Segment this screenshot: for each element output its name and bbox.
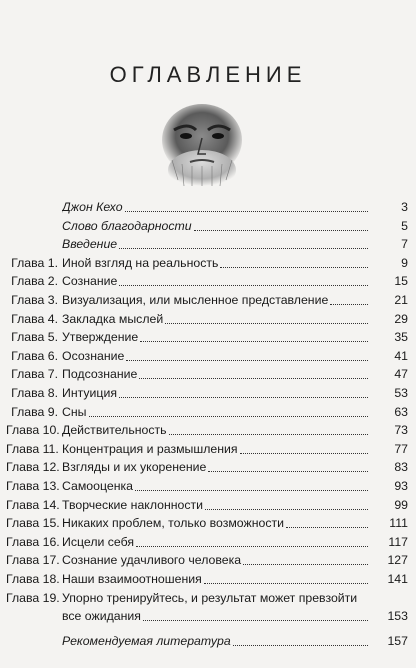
leader-dots [330, 303, 368, 305]
toc-entry-front-1[interactable] [0, 198, 416, 216]
toc-entry-chapter-12[interactable] [0, 458, 416, 476]
entry-title: Джон Кехо [62, 200, 123, 214]
entry-title: Сознание [62, 274, 118, 289]
leader-dots [165, 322, 368, 324]
entry-title: Творческие наклонности [62, 497, 204, 512]
chapter-label: Глава 15. [6, 516, 60, 531]
entry-title: Иной взгляд на реальность [62, 255, 219, 270]
leader-dots [204, 582, 368, 584]
toc-entry-chapter-8[interactable] [0, 384, 416, 402]
chapter-label: Глава 1. [11, 255, 58, 270]
toc-entry-front-3[interactable] [0, 235, 416, 253]
leader-dots [194, 229, 368, 231]
entry-title: Концентрация и размышления [62, 441, 238, 456]
leader-dots [220, 266, 368, 268]
chapter-label: Глава 16. [6, 534, 60, 549]
chapter-label: Глава 11. [6, 441, 59, 456]
leader-dots [119, 247, 368, 249]
toc-entry-chapter-18[interactable] [0, 570, 416, 588]
toc-entry-chapter-14[interactable] [0, 496, 416, 514]
toc-entry-chapter-9[interactable] [0, 403, 416, 421]
entry-title: Взгляды и их укоренение [62, 460, 207, 475]
toc-entry-chapter-6[interactable] [0, 347, 416, 365]
page-number: 77 [394, 441, 408, 456]
page-number: 21 [394, 293, 408, 307]
entry-title: Действительность [62, 423, 167, 438]
leader-dots [140, 340, 368, 342]
page-number: 153 [387, 609, 408, 624]
toc-entry-chapter-2[interactable] [0, 272, 416, 290]
toc-entry-back[interactable] [0, 632, 416, 650]
entry-title-line-2: все ожидания [62, 609, 141, 624]
toc-entry-chapter-3[interactable] [0, 291, 416, 309]
toc-entry-chapter-19-cont[interactable] [0, 607, 416, 625]
chapter-label: Глава 12. [6, 460, 60, 475]
page-number: 35 [394, 330, 408, 345]
leader-dots [286, 526, 368, 528]
page-number: 141 [387, 572, 408, 586]
entry-title: Наши взаимоотношения [62, 572, 202, 586]
toc-entry-chapter-19[interactable] [0, 589, 416, 607]
chapter-label: Глава 3. [11, 293, 58, 307]
entry-title: Осознание [62, 348, 125, 363]
entry-title: Слово благодарности [62, 218, 192, 233]
leader-dots [208, 470, 368, 472]
toc-entry-chapter-11[interactable] [0, 440, 416, 458]
chapter-label: Глава 6. [11, 348, 58, 363]
toc-entry-chapter-17[interactable] [0, 551, 416, 569]
page-number: 93 [394, 479, 408, 493]
chapter-label: Глава 8. [11, 386, 58, 400]
entry-title: Подсознание [62, 367, 138, 382]
toc-entry-chapter-7[interactable] [0, 365, 416, 383]
chapter-label: Глава 18. [6, 572, 60, 586]
entry-title: Рекомендуемая литература [62, 633, 231, 648]
page-title: ОГЛАВЛЕНИЕ [109, 62, 307, 87]
entry-title: Сознание удачливого человека [62, 553, 242, 568]
entry-title: Визуализация, или мысленное представление [62, 293, 329, 307]
page-number: 73 [394, 423, 408, 438]
page-number: 127 [387, 553, 408, 568]
entry-title: Утверждение [62, 330, 139, 345]
chapter-label: Глава 13. [6, 479, 60, 493]
leader-dots [240, 452, 368, 454]
page-number: 3 [401, 200, 408, 214]
leader-dots [136, 545, 368, 547]
entry-title: Исцели себя [62, 534, 135, 549]
leader-dots [169, 433, 368, 435]
entry-title-line-1: Упорно тренируйтесь, и результат может превзойти [62, 590, 358, 605]
page-number: 53 [394, 386, 408, 400]
leader-dots [89, 415, 368, 417]
entry-title: Закладка мыслей [62, 311, 164, 326]
leader-dots [119, 284, 368, 286]
page-number: 15 [394, 274, 408, 289]
page-number: 111 [389, 516, 408, 531]
chapter-label: Глава 14. [6, 497, 60, 512]
toc-entry-chapter-1[interactable] [0, 254, 416, 272]
page-number: 63 [394, 404, 408, 419]
toc-entry-chapter-15[interactable] [0, 514, 416, 532]
chapter-label: Глава 4. [11, 311, 58, 326]
toc-entry-chapter-5[interactable] [0, 328, 416, 346]
entry-title: Сны [62, 404, 87, 419]
chapter-label: Глава 19. [6, 590, 60, 605]
leader-dots [243, 563, 368, 565]
leader-dots [126, 359, 368, 361]
page-number: 47 [394, 367, 408, 382]
entry-title: Никаких проблем, только возможности [62, 516, 284, 531]
leader-dots [143, 619, 368, 621]
page-number: 9 [401, 255, 408, 270]
leader-dots [135, 489, 368, 491]
page-number: 5 [401, 218, 408, 233]
toc-entry-chapter-4[interactable] [0, 310, 416, 328]
toc-entry-chapter-16[interactable] [0, 533, 416, 551]
entry-title: Самооценка [62, 479, 134, 493]
chapter-label: Глава 5. [11, 330, 58, 345]
entry-title: Интуиция [62, 386, 117, 400]
leader-dots [233, 644, 368, 646]
page-number: 29 [394, 311, 408, 326]
toc-entry-chapter-13[interactable] [0, 477, 416, 495]
page-number: 7 [401, 237, 408, 252]
chapter-label: Глава 10. [6, 423, 60, 438]
page-number: 117 [388, 534, 408, 549]
page-number: 83 [394, 460, 408, 475]
page-number: 41 [394, 348, 408, 363]
toc-entry-front-2[interactable] [0, 217, 416, 235]
chapter-label: Глава 7. [11, 367, 58, 382]
leader-dots [205, 508, 368, 510]
leader-dots [125, 210, 368, 212]
chapter-label: Глава 17. [6, 553, 60, 568]
page-number: 99 [394, 497, 408, 512]
entry-title: Введение [62, 237, 118, 252]
toc-entry-chapter-10[interactable] [0, 421, 416, 439]
leader-dots [119, 396, 368, 398]
leader-dots [139, 377, 368, 379]
chapter-label: Глава 9. [11, 404, 58, 419]
page-number: 157 [387, 633, 408, 648]
chapter-label: Глава 2. [11, 274, 58, 289]
